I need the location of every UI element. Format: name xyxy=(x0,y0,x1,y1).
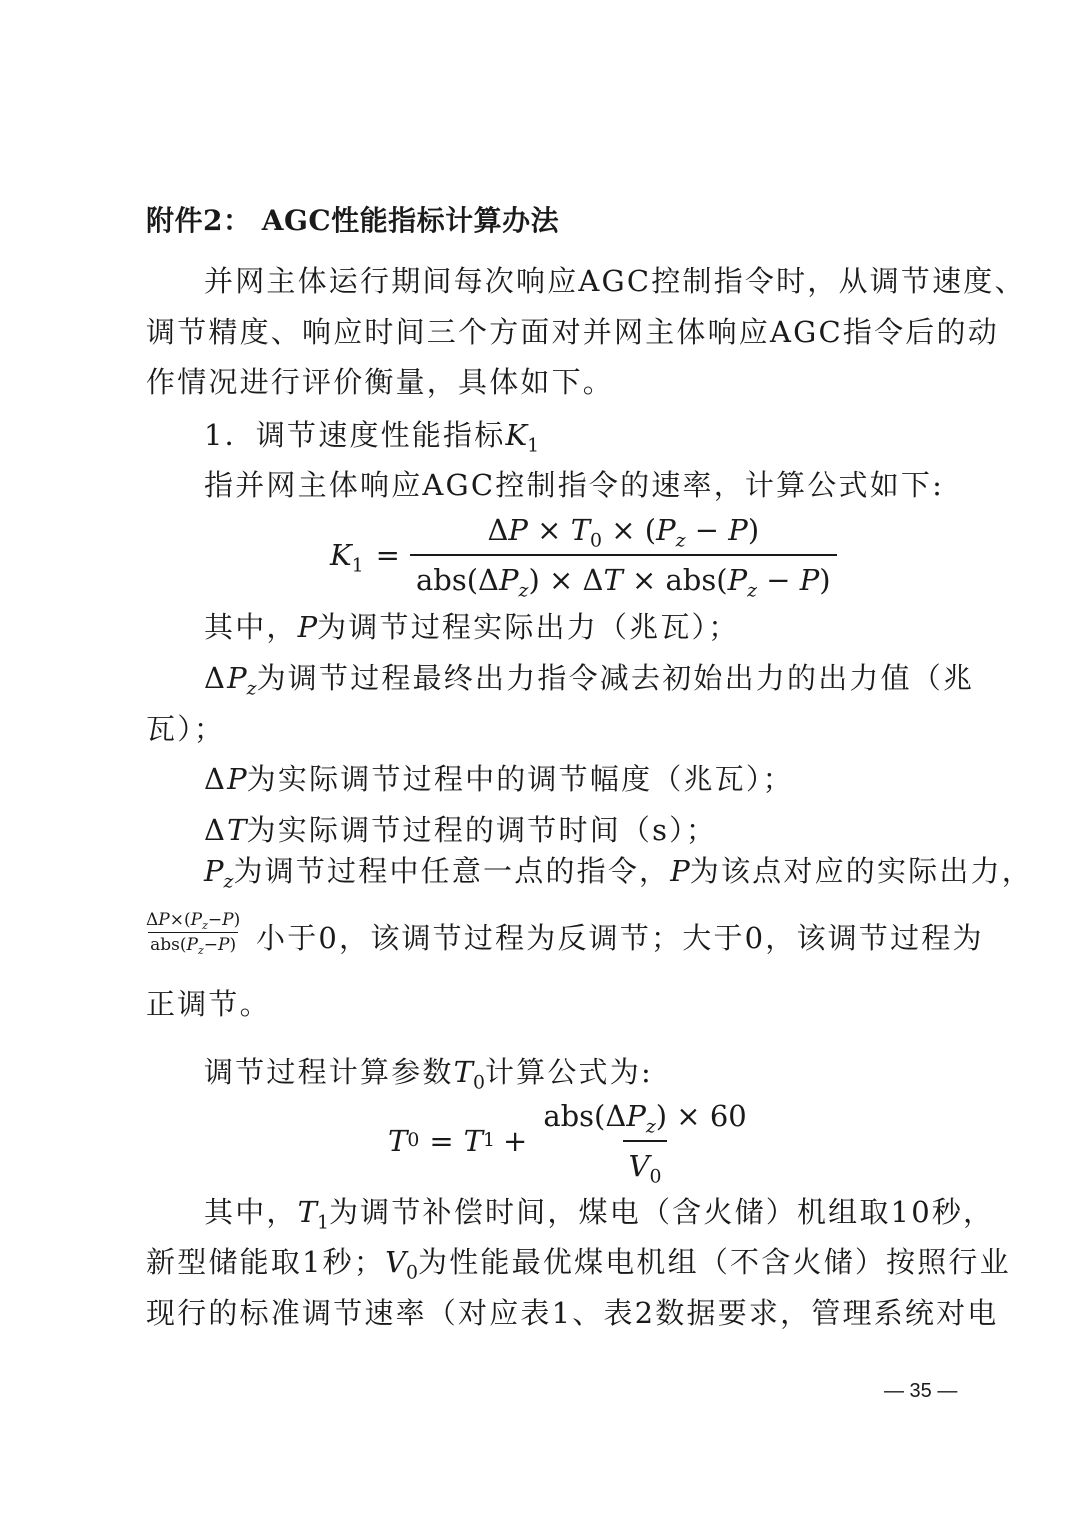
def-p: 其中，P为调节过程实际出力（兆瓦）； xyxy=(204,610,740,644)
intro-line-3: 作情况进行评价衡量，具体如下。 xyxy=(146,365,615,399)
page-number: — 35 — xyxy=(884,1380,958,1402)
t0-denominator: $V_0$ xyxy=(623,1140,668,1184)
intro-line-1: 并网主体运行期间每次响应AGC控制指令时，从调节速度、 xyxy=(204,264,1026,298)
t0-intro: 调节过程计算参数$T_0$计算公式为: xyxy=(204,1055,653,1094)
ratio-numerator: $\Delta P\times(P_z-P)$ xyxy=(146,910,241,932)
def-delta-pz-cont: 瓦）； xyxy=(146,712,226,746)
k1-fraction xyxy=(410,512,837,602)
t1-line-3: 现行的标准调节速率（对应表1、表2数据要求，管理系统对电 xyxy=(146,1296,999,1330)
t0-fraction xyxy=(537,1098,752,1188)
ratio-fraction xyxy=(144,910,242,955)
k1-formula xyxy=(330,512,837,602)
def-delta-t: ΔT为实际调节过程的调节时间（s）； xyxy=(204,813,718,847)
ratio-text: 小于0，该调节过程为反调节；大于0，该调节过程为 xyxy=(256,921,984,955)
def-pz: $P_z$为调节过程中任意一点的指令，P为该点对应的实际出力， xyxy=(204,854,1033,893)
t1-definition: 其中，$T_1$为调节补偿时间，煤电（含火储）机组取10秒， xyxy=(204,1195,995,1234)
page-title: 附件2： AGC性能指标计算办法 xyxy=(146,204,560,237)
def-delta-pz: $\Delta P_z$为调节过程最终出力指令减去初始出力的出力值（兆 xyxy=(204,661,975,700)
k1-numerator: $\Delta P \times T_0 \times (P_z - P)$ xyxy=(487,513,760,552)
ratio-denominator: $abs(P_z-P)$ xyxy=(148,932,238,955)
intro-line-2: 调节精度、响应时间三个方面对并网主体响应AGC指令后的动 xyxy=(146,315,999,349)
formula-lhs: $K_1$ xyxy=(330,538,364,577)
formula-equals: = xyxy=(375,538,400,572)
k1-symbol: $K_1$ xyxy=(505,418,540,457)
t0-numerator: $abs(\Delta P_z) \times 60$ xyxy=(543,1099,747,1138)
k1-denominator: $abs(\Delta P_z) \times \Delta T \times abs(P_z - P)$ xyxy=(410,554,837,598)
section-1-heading xyxy=(204,415,539,455)
t0-formula: T 0 = T 1 + $\frac{abs(\Delta P_z) \times 60}{V_0}$ xyxy=(388,1098,753,1184)
t1-line-2: 新型储能取1秒；$V_0$为性能最优煤电机组（不含火储）按照行业 xyxy=(146,1245,1011,1284)
ratio-text-cont: 正调节。 xyxy=(146,987,271,1021)
section-1-heading-text: 1．调节速度性能指标 xyxy=(204,418,506,452)
section-1-description: 指并网主体响应AGC控制指令的速率，计算公式如下: xyxy=(204,468,945,502)
def-delta-p: ΔP为实际调节过程中的调节幅度（兆瓦）； xyxy=(204,762,794,796)
